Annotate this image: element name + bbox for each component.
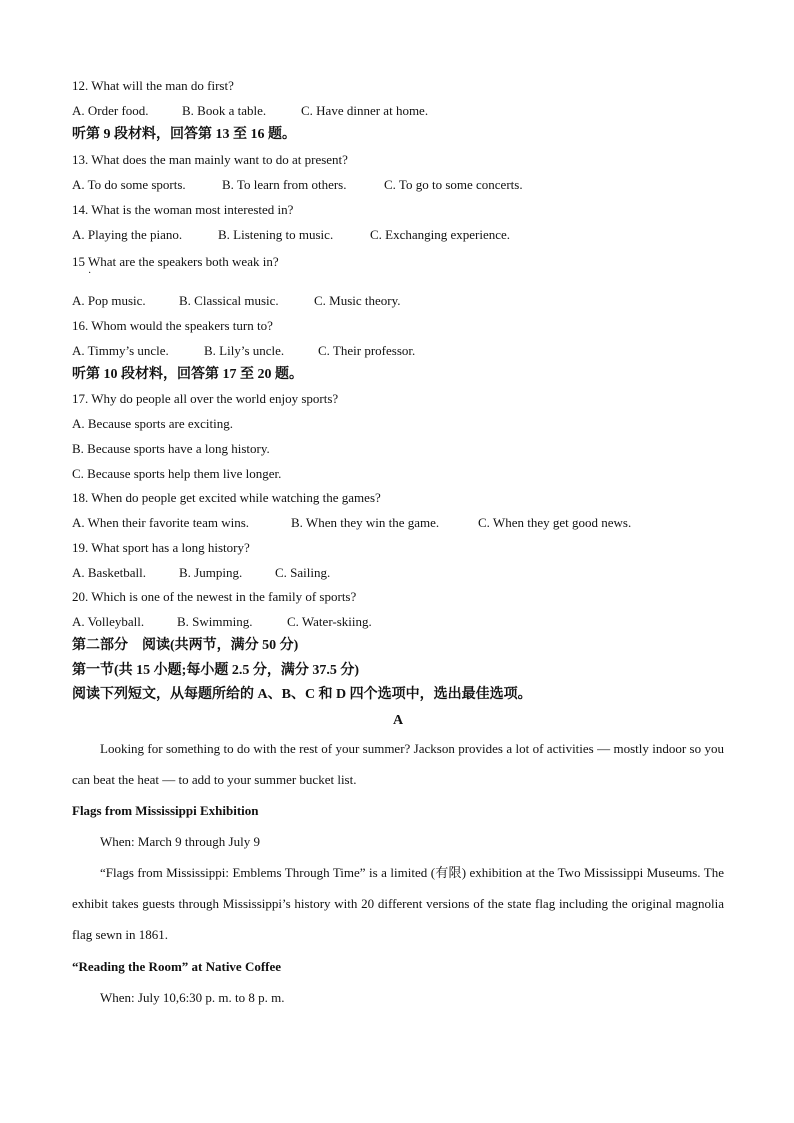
passage-title: A xyxy=(392,713,404,728)
question-17-option-b: B. Because sports have a long history. xyxy=(72,441,270,456)
section-heading-9: 听第 9 段材料，回答第 13 至 16 题。 xyxy=(72,127,296,142)
question-15-options xyxy=(72,293,401,309)
question-17-stem: 17. Why do people all over the world enjoy sports? xyxy=(72,391,339,406)
option-a: A. Basketball. xyxy=(72,565,147,580)
passage-intro: Looking for something to do with the rest of your summer? Jackson provides a lot of activities — mostly indoor so you can beat the heat — to add to your summer bucket list. xyxy=(72,741,724,787)
option-b: B. Jumping. xyxy=(179,565,243,580)
question-13-stem: 13. What does the man mainly want to do at present? xyxy=(72,152,348,167)
option-b: B. To learn from others. xyxy=(222,177,347,192)
question-19-stem: 19. What sport has a long history? xyxy=(72,540,250,555)
option-a: A. Volleyball. xyxy=(72,614,145,629)
option-a: A. Playing the piano. xyxy=(72,227,183,242)
part-two-heading: 第二部分 阅读(共两节，满分 50 分) xyxy=(72,638,299,653)
option-c: C. Sailing. xyxy=(275,565,331,580)
event-1-body: “Flags from Mississippi: Emblems Through Time” is a limited (有限) exhibition at the Two Mississippi Museums. The exhibit takes guests through Mississippi’s history with 20 different versions of the state flag including the original magnolia flag sewn in 1861. xyxy=(72,865,724,942)
question-15-stem: 15 What are the speakers both weak in? xyxy=(72,254,279,269)
question-15-dot: · xyxy=(88,268,92,279)
option-a: A. When their favorite team wins. xyxy=(72,515,250,530)
option-b: B. Book a table. xyxy=(182,103,267,118)
event-1-when: When: March 9 through July 9 xyxy=(100,834,260,849)
question-14-options xyxy=(72,227,510,243)
section-one-heading: 第一节(共 15 小题;每小题 2.5 分，满分 37.5 分) xyxy=(72,663,359,678)
question-18-stem: 18. When do people get excited while watching the games? xyxy=(72,490,381,505)
question-12-options xyxy=(72,103,428,119)
option-c: C. Have dinner at home. xyxy=(301,103,429,118)
option-b: B. When they win the game. xyxy=(291,515,440,530)
event-2-heading: “Reading the Room” at Native Coffee xyxy=(72,959,282,974)
section-heading-10: 听第 10 段材料，回答第 17 至 20 题。 xyxy=(72,367,303,382)
event-2-when: When: July 10,6:30 p. m. to 8 p. m. xyxy=(100,990,285,1005)
option-b: B. Swimming. xyxy=(177,614,253,629)
option-b: B. Lily’s uncle. xyxy=(204,343,285,358)
question-16-stem: 16. Whom would the speakers turn to? xyxy=(72,318,273,333)
option-c: C. Music theory. xyxy=(314,293,401,308)
option-b: B. Listening to music. xyxy=(218,227,334,242)
question-17-option-c: C. Because sports help them live longer. xyxy=(72,466,282,481)
reading-instruction: 阅读下列短文，从每题所给的 A、B、C 和 D 四个选项中，选出最佳选项。 xyxy=(72,687,532,702)
option-c: C. Exchanging experience. xyxy=(370,227,511,242)
question-18-options xyxy=(72,515,631,531)
question-17-option-a: A. Because sports are exciting. xyxy=(72,416,234,431)
question-20-options xyxy=(72,614,372,630)
option-c: C. Their professor. xyxy=(318,343,416,358)
option-a: A. To do some sports. xyxy=(72,177,186,192)
option-b: B. Classical music. xyxy=(179,293,279,308)
option-c: C. When they get good news. xyxy=(478,515,632,530)
option-c: C. To go to some concerts. xyxy=(384,177,523,192)
question-19-options xyxy=(72,565,330,581)
option-c: C. Water-skiing. xyxy=(287,614,372,629)
option-a: A. Order food. xyxy=(72,103,149,118)
question-12-stem: 12. What will the man do first? xyxy=(72,78,234,93)
event-1-heading: Flags from Mississippi Exhibition xyxy=(72,803,259,818)
question-16-options xyxy=(72,343,415,359)
question-20-stem: 20. Which is one of the newest in the family of sports? xyxy=(72,589,357,604)
option-a: A. Pop music. xyxy=(72,293,146,308)
option-a: A. Timmy’s uncle. xyxy=(72,343,169,358)
question-14-stem: 14. What is the woman most interested in? xyxy=(72,202,294,217)
question-13-options xyxy=(72,177,523,193)
